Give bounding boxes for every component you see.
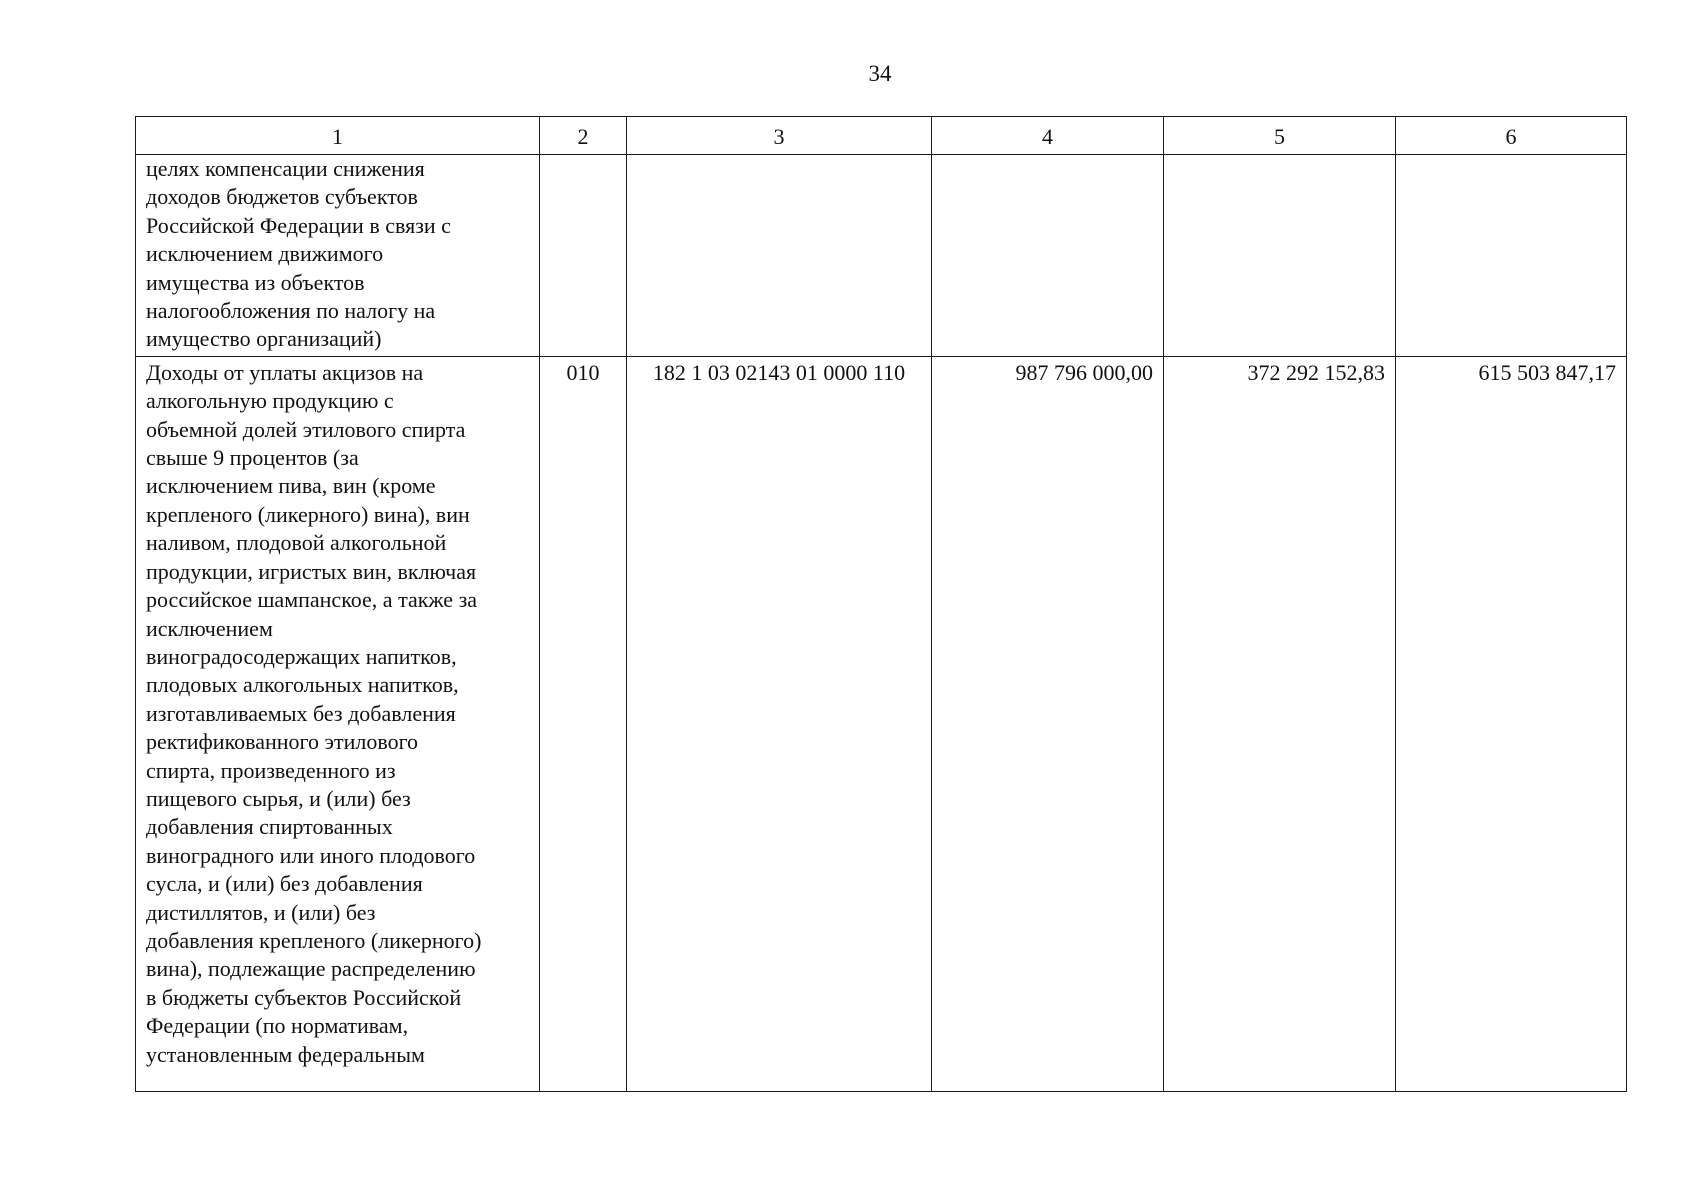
description-line: установленным федеральным: [146, 1041, 425, 1067]
row-executed-amount: [1164, 155, 1396, 357]
description-line: имущества из объектов: [146, 269, 365, 295]
description-line: объемной долей этилового спирта: [146, 416, 466, 442]
description-line: добавления спиртованных: [146, 814, 393, 840]
description-line: виноградного или иного плодового: [146, 842, 476, 868]
description-line: российское шампанское, а также за: [146, 587, 478, 613]
description-line: алкогольную продукцию с: [146, 388, 394, 414]
description-line: наливом, плодовой алкогольной: [146, 530, 447, 556]
column-header-6: 6: [1396, 117, 1627, 155]
description-line: исключением пива, вин (кроме: [146, 473, 436, 499]
column-header-1: 1: [136, 117, 540, 155]
column-header-5: 5: [1164, 117, 1396, 155]
description-line: пищевого сырья, и (или) без: [146, 785, 411, 811]
description-line: виноградосодержащих напитков,: [146, 643, 457, 669]
row-line-code: 010: [540, 356, 627, 1091]
description-line: имущество организаций): [146, 326, 382, 352]
row-executed-amount: 372 292 152,83: [1164, 356, 1396, 1091]
row-approved-amount: 987 796 000,00: [932, 356, 1164, 1091]
column-header-3: 3: [627, 117, 932, 155]
description-line: Российской Федерации в связи с: [146, 212, 451, 238]
description-line: крепленого (ликерного) вина), вин: [146, 501, 470, 527]
row-unexecuted-amount: 615 503 847,17: [1396, 356, 1627, 1091]
description-line: свыше 9 процентов (за: [146, 445, 359, 471]
description-line: исключением движимого: [146, 241, 384, 267]
row-kbk-code: 182 1 03 02143 01 0000 110: [627, 356, 932, 1091]
description-line: вина), подлежащие распределению: [146, 956, 476, 982]
description-line: изготавливаемых без добавления: [146, 700, 456, 726]
revenue-table: [135, 116, 1627, 1092]
row-description: [136, 356, 540, 1091]
description-line: в бюджеты субъектов Российской: [146, 984, 462, 1010]
description-line: добавления крепленого (ликерного): [146, 927, 482, 953]
description-line: спирта, произведенного из: [146, 757, 396, 783]
row-approved-amount: [932, 155, 1164, 357]
row-description: [136, 155, 540, 357]
row-kbk-code: [627, 155, 932, 357]
description-line: налогообложения по налогу на: [146, 298, 436, 324]
column-header-2: 2: [540, 117, 627, 155]
description-line: целях компенсации снижения: [146, 156, 425, 181]
row-unexecuted-amount: [1396, 155, 1627, 357]
description-line: исключением: [146, 615, 273, 641]
column-header-4: 4: [932, 117, 1164, 155]
table-header-row: [136, 117, 1627, 155]
page-number: 34: [868, 61, 892, 86]
description-line: сусла, и (или) без добавления: [146, 871, 423, 897]
table-row: [136, 356, 1627, 1091]
description-line: плодовых алкогольных напитков,: [146, 672, 459, 698]
table-row: [136, 155, 1627, 357]
description-line: доходов бюджетов субъектов: [146, 184, 418, 210]
description-line: Доходы от уплаты акцизов на: [146, 359, 424, 385]
row-line-code: [540, 155, 627, 357]
description-line: продукции, игристых вин, включая: [146, 558, 477, 584]
description-line: Федерации (по нормативам,: [146, 1013, 409, 1039]
description-line: ректификованного этилового: [146, 729, 419, 755]
description-line: дистиллятов, и (или) без: [146, 899, 376, 925]
